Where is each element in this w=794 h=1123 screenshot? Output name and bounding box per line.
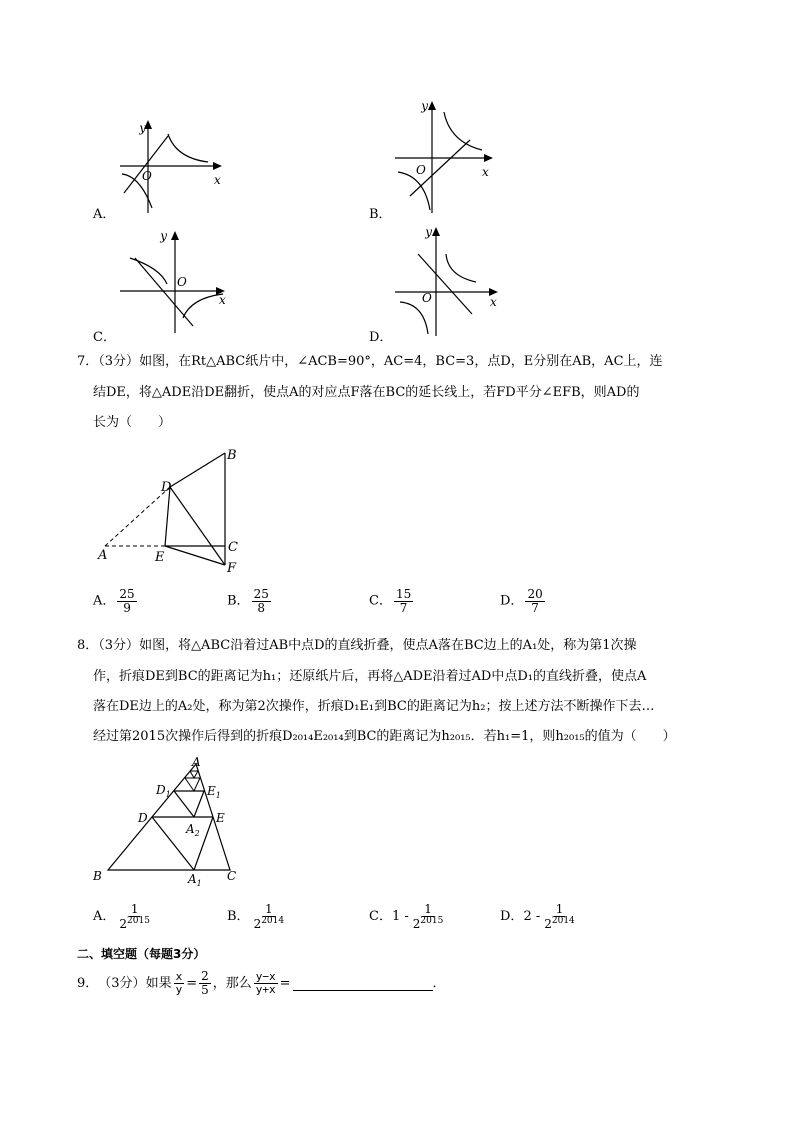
question-9 <box>77 970 446 996</box>
q9-equals-2: = <box>279 975 291 991</box>
point-a1-label: $A_1$ <box>188 872 202 888</box>
q7-number: 7． <box>77 354 99 369</box>
option-fraction: $\frac{15}{7}$ <box>395 587 412 615</box>
q9-fraction-expression: $\frac{y-x}{y+x}$ <box>255 970 276 996</box>
q9-fraction-2-over-5: $\frac{2}{5}$ <box>201 969 209 997</box>
graph-c-label: C． <box>93 330 116 345</box>
q8-line3: 落在DE边上的A₂处，称为第2次操作，折痕D₁E₁到BC的距离记为h₂；按上述方法不断操作下去… <box>93 699 655 714</box>
point-a-label: A <box>192 755 201 769</box>
q8-option-b[interactable] <box>227 903 288 930</box>
q8-line2: 作，折痕DE到BC的距离记为h₁；还原纸片后，再将△ADE沿着过AD中点D₁的直线折叠，使点A <box>93 669 647 684</box>
option-fraction: $\frac{25}{8}$ <box>253 587 269 615</box>
q7-option-a[interactable] <box>93 588 139 614</box>
point-e-label: E <box>155 550 165 565</box>
point-a-label: A <box>98 548 108 563</box>
option-fraction: $\frac{1}{2^{2015}}$ <box>119 902 150 931</box>
y-axis-label: y <box>425 225 432 239</box>
q8-line1 <box>77 639 637 652</box>
origin-label: O <box>416 163 426 177</box>
q7-score: （3分） <box>98 354 140 369</box>
q8-score: （3分） <box>98 638 140 653</box>
y-axis-label: y <box>421 99 428 113</box>
point-e1-label: $E_1$ <box>207 784 221 800</box>
graph-d-svg <box>390 224 510 338</box>
q7-option-c[interactable] <box>369 588 415 614</box>
point-f-label: F <box>227 561 237 576</box>
q8-option-a[interactable] <box>93 903 154 930</box>
option-fraction: $\frac{1}{2^{2014}}$ <box>544 902 575 931</box>
q8-figure <box>90 756 250 886</box>
y-axis-label: y <box>139 121 146 135</box>
point-a2-label: $A_2$ <box>186 822 200 838</box>
option-fraction: $\frac{20}{7}$ <box>527 587 543 615</box>
y-axis-label: y <box>160 229 167 243</box>
point-e-label: E <box>216 811 225 825</box>
option-label: A． <box>93 593 116 609</box>
option-label: B． <box>227 593 250 609</box>
q9-number: 9． <box>77 975 99 991</box>
q7-text-1: 如图，在Rt△ABC纸片中，∠ACB=90°，AC=4，BC=3，点D，E分别在AB，AC上，连 <box>139 354 663 369</box>
origin-label: O <box>177 275 187 289</box>
point-c-label: C <box>228 540 238 555</box>
point-b-label: B <box>227 448 237 463</box>
graph-d-label: D． <box>369 330 393 345</box>
option-prefix: 1 - <box>391 909 409 925</box>
graph-b-svg <box>390 98 510 216</box>
x-axis-label: x <box>214 173 221 187</box>
q8-option-c[interactable] <box>369 903 447 930</box>
option-prefix: 2 - <box>523 909 541 925</box>
option-label: D． <box>500 593 524 609</box>
x-axis-label: x <box>490 295 497 309</box>
q8-text-1: 如图，将△ABC沿着过AB中点D的直线折叠，使点A落在BC边上的A₁处，称为第1次操 <box>139 638 637 653</box>
option-label: C． <box>369 909 392 925</box>
q8-option-d[interactable] <box>500 903 579 930</box>
point-d-label: D <box>161 480 172 495</box>
section-2-title: 二、填空题（每题3分） <box>77 947 206 961</box>
q7-figure <box>95 445 245 580</box>
q7-line2: 结DE，将△ADE沿DE翻折，使点A的对应点F落在BC的延长线上，若FD平分∠EFB，则AD的 <box>93 385 640 400</box>
point-d1-label: $D_1$ <box>156 783 171 799</box>
option-label: C． <box>369 593 392 609</box>
point-c-label: C <box>227 869 237 883</box>
q9-fraction-x-over-y: $\frac{x}{y}$ <box>175 970 183 996</box>
q9-text-if: 如果 <box>145 975 172 991</box>
option-label: A． <box>93 909 116 925</box>
option-label: D． <box>500 909 524 925</box>
q9-text-then: ，那么 <box>212 975 252 991</box>
q7-line3: 长为（ ） <box>93 415 172 430</box>
q9-tail: ． <box>432 975 446 991</box>
option-label: B． <box>227 909 250 925</box>
q9-equals: = <box>186 975 198 991</box>
option-fraction: $\frac{1}{2^{2014}}$ <box>253 902 285 931</box>
q7-option-d[interactable] <box>500 588 547 614</box>
q9-score: （3分） <box>98 975 146 991</box>
x-axis-label: x <box>219 293 226 307</box>
q8-number: 8． <box>77 638 99 653</box>
origin-label: O <box>422 291 432 305</box>
origin-label: O <box>142 169 152 183</box>
graph-a-svg <box>110 118 230 218</box>
q8-line4: 经过第2015次操作后得到的折痕D₂₀₁₄E₂₀₁₄到BC的距离记为h₂₀₁₅．若h₁=1，则h₂₀₁₅的值为（ ） <box>93 729 676 744</box>
graph-a-label: A． <box>93 207 116 222</box>
point-d-label: D <box>138 811 148 825</box>
graph-c-svg <box>115 228 235 338</box>
q7-option-b[interactable] <box>227 588 273 614</box>
option-fraction: $\frac{1}{2^{2015}}$ <box>412 902 444 931</box>
x-axis-label: x <box>482 165 489 179</box>
graph-b-label: B． <box>369 207 392 222</box>
q9-answer-blank[interactable] <box>293 976 433 991</box>
point-b-label: B <box>93 869 102 883</box>
option-fraction: $\frac{25}{9}$ <box>119 587 135 615</box>
q7-line1 <box>77 355 663 368</box>
